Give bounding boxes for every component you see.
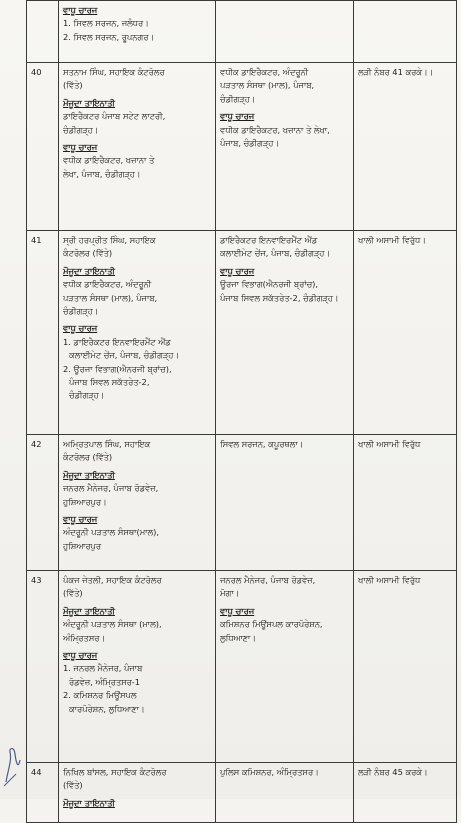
cell-text-line: ਚੰਡੀਗੜ੍ਹ। [63,306,99,317]
section-heading: ਵਾਧੂ ਚਾਰਜ [63,5,98,15]
cell-text-line: ਜਨਰਲ ਮੈਨੇਜਰ, ਪੰਜਾਬ ਰੋਡਵੇਜ਼, [63,483,159,494]
remarks-cell [354,435,457,571]
cell-text-line: ਲੇਖਾ, ਪੰਜਾਬ, ਚੰਡੀਗੜ੍ਹ। [63,168,141,179]
cell-text-line: ਊਰਜਾ ਵਿਭਾਗ(ਐਨਰਜੀ ਬ੍ਰਾਂਚ), [220,279,319,290]
cell-text-line: ਸ੍ਰੀ ਹਰਪ੍ਰੀਤ ਸਿੰਘ, ਸਹਾਇਕ [63,235,156,245]
table-row [27,1,457,63]
cell-text-line: ਪੰਜਾਬ, ਚੰਡੀਗੜ੍ਹ। [220,138,279,149]
section-heading: ਮੌਜੂਦਾ ਤਾਇਨਾਤੀ [63,605,115,616]
serial-number: 42 [31,439,42,449]
cell-text-line: ਡਾਇਰੈਕਟਰ ਇਨਵਾਇਰਮੈਂਟ ਐਂਡ [220,235,318,245]
serial-number-cell [27,63,59,231]
remarks-cell [354,1,457,63]
remark-text: ਲੜੀ ਨੰਬਰ 45 ਕਰਕੇ। [358,767,428,777]
serial-number: 44 [31,767,42,777]
cell-text-line: ਅੰਦਰੂਨੀ ਪੜਤਾਲ ਸੰਸਥਾ(ਮਾਲ), [63,527,160,538]
cell-text-line: ਵਧੀਕ ਡਾਇਰੈਕਟਰ, ਖਜ਼ਾਨਾ ਤੇ ਲੇਖਾ, [220,124,330,135]
cell-text-line: ਵਧੀਕ ਡਾਇਰੈਕਟਰ, ਖਜ਼ਾਨਾ ਤੇ [63,155,155,166]
cell-text-line: ਲੁਧਿਆਣਾ। [220,632,256,643]
cell-text-line: ਰੋਡਵੇਜ਼, ਅੰਮ੍ਰਿਤਸਰ-1 [69,676,141,687]
cell-text-line: 2. ਕਮਿਸ਼ਨਰ ਮਿਊਂਸਪਲ [63,690,137,701]
section-heading: ਮੌਜੂਦਾ ਤਾਇਨਾਤੀ [63,265,115,276]
cell-text-line: ਚੰਡੀਗੜ੍ਹ। [63,124,99,135]
cell-text-line: ਮੋਗਾ। [220,588,240,599]
remarks-cell [354,763,457,823]
cell-text-line: (ਵਿੱਤੇ) [63,80,83,91]
table-row [27,763,457,823]
cell-text-line: ਕੰਟਰੋਲਰ (ਵਿੱਤੇ) [63,248,113,259]
cell-text-line: ਚੰਡੀਗੜ੍ਹ। [220,93,256,104]
officer-posting-cell [59,63,216,231]
cell-text-line: (ਵਿੱਤੇ) [63,588,83,599]
table-row [27,231,457,435]
officer-posting-cell [59,1,216,63]
section-heading: ਵਾਧੂ ਚਾਰਜ [63,514,98,525]
cell-text-line: 1. ਡਾਇਰੈਕਟਰ ਇਨਵਾਇਰਮੈਂਟ ਐਂਡ [63,336,171,347]
officer-posting-cell [59,763,216,823]
transfer-table [26,0,457,823]
transfer-table-body [27,1,457,823]
cell-text-line: ਡਾਇਰੈਕਟਰ ਪੰਜਾਬ ਸਟੇਟ ਲਾਟਰੀ, [63,111,166,122]
cell-text-line: ਪੁਲਿਸ ਕਮਿਸ਼ਨਰ, ਅੰਮ੍ਰਿਤਸਰ। [220,767,319,777]
cell-text-line: ਹੁਸ਼ਿਆਰਪੁਰ। [63,496,107,507]
new-posting-cell [216,63,354,231]
new-posting-cell [216,231,354,435]
cell-text-line: ਅੰਦਰੂਨੀ ਪੜਤਾਲ ਸੰਸਥਾ (ਮਾਲ), [63,619,162,630]
serial-number: 40 [31,67,42,77]
table-row [27,435,457,571]
serial-number-cell [27,763,59,823]
section-heading: ਵਾਧੂ ਚਾਰਜ [220,265,255,276]
cell-text-line: ਵਧੀਕ ਡਾਇਰੈਕਟਰ, ਅੰਦਰੂਨੀ [220,67,309,77]
serial-number-cell [27,1,59,63]
cell-text-line: 2. ਸਿਵਲ ਸਰਜਨ, ਰੂਪਨਗਰ। [63,31,154,42]
serial-number: 41 [31,235,42,245]
section-heading: ਵਾਧੂ ਚਾਰਜ [220,111,255,122]
section-heading: ਵਾਧੂ ਚਾਰਜ [63,323,98,334]
cell-text-line: ਨਿਖਿਲ ਬਾਂਸਲ, ਸਹਾਇਕ ਕੰਟਰੋਲਰ [63,767,167,777]
remarks-cell [354,571,457,763]
section-heading: ਵਾਧੂ ਚਾਰਜ [63,650,98,661]
section-heading: ਮੌਜੂਦਾ ਤਾਇਨਾਤੀ [63,97,115,108]
cell-text-line: ਪੜਤਾਲ ਸੰਸਥਾ (ਮਾਲ), ਪੰਜਾਬ, [63,292,158,303]
cell-text-line: ਸਤਨਾਮ ਸਿੰਘ, ਸਹਾਇਕ ਕੰਟਰੋਲਰ [63,67,165,77]
cell-text-line: ਪੰਜਾਬ ਸਿਵਲ ਸਕੱਤਰੇਤ-2, [69,377,150,388]
cell-text-line: 1. ਜਨਰਲ ਮੈਨੇਜਰ, ਪੰਜਾਬ [63,663,143,674]
new-posting-cell [216,571,354,763]
remark-text: ਖਾਲੀ ਅਸਾਮੀ ਵਿਰੁੱਧ। [358,235,426,245]
officer-posting-cell [59,435,216,571]
section-heading: ਵਾਧੂ ਚਾਰਜ [63,142,98,153]
officer-posting-cell [59,571,216,763]
remarks-cell [354,63,457,231]
section-heading: ਮੌਜੂਦਾ ਤਾਇਨਾਤੀ [63,797,115,808]
section-heading: ਵਾਧੂ ਚਾਰਜ [220,605,255,616]
new-posting-cell [216,435,354,571]
remark-text: ਖਾਲੀ ਅਸਾਮੀ ਵਿਰੁੱਧ [358,439,421,449]
serial-number-cell [27,435,59,571]
table-row [27,63,457,231]
new-posting-cell [216,763,354,823]
remarks-cell [354,231,457,435]
handwritten-signature-mark [2,730,24,790]
cell-text-line: ਪੰਕਜ ਜੇਤਲੀ, ਸਹਾਇਕ ਕੰਟਰੋਲਰ [63,575,162,585]
cell-text-line: ਸਿਵਲ ਸਰਜਨ, ਕਪੂਰਥਲਾ। [220,439,304,449]
cell-text-line: ਵਧੀਕ ਡਾਇਰੈਕਟਰ, ਅੰਦਰੂਨੀ [63,279,152,290]
cell-text-line: ਪੰਜਾਬ ਸਿਵਲ ਸਕੱਤਰੇਤ-2, ਚੰਡੀਗੜ੍ਹ। [220,292,339,303]
cell-text-line: ਕਮਿਸ਼ਨਰ ਮਿਊਂਸਪਲ ਕਾਰਪੋਰੇਸ਼ਨ, [220,619,323,630]
cell-text-line: ਅਮ੍ਰਿਤਪਾਲ ਸਿੰਘ, ਸਹਾਇਕ [63,439,151,449]
cell-text-line: ਕਲਾਈਮੇਟ ਚੇਂਜ, ਪੰਜਾਬ, ਚੰਡੀਗੜ੍ਹ। [220,248,330,259]
serial-number: 43 [31,575,42,585]
serial-number-cell [27,571,59,763]
serial-number-cell [27,231,59,435]
cell-text-line: ਕਾਰਪੋਰੇਸ਼ਨ, ਲੁਧਿਆਣਾ। [69,703,145,714]
cell-text-line: 2. ਊਰਜਾ ਵਿਭਾਗ(ਐਨਰਜੀ ਬ੍ਰਾਂਚ), [63,363,172,374]
cell-text-line: ਚੰਡੀਗੜ੍ਹ। [69,390,105,401]
cell-text-line: ਪੜਤਾਲ ਸੰਸਥਾ (ਮਾਲ), ਪੰਜਾਬ, [220,80,315,91]
table-row [27,571,457,763]
remark-text: ਖਾਲੀ ਅਸਾਮੀ ਵਿਰੁੱਧ [358,575,421,585]
cell-text-line: (ਵਿੱਤੇ) [63,780,83,791]
cell-text-line: ਹੁਸ਼ਿਆਰਪੁਰ [63,540,101,551]
cell-text-line: ਅੰਮ੍ਰਿਤਸਰ। [63,632,105,643]
section-heading: ਮੌਜੂਦਾ ਤਾਇਨਾਤੀ [63,469,115,480]
new-posting-cell [216,1,354,63]
remark-text: ਲੜੀ ਨੰਬਰ 41 ਕਰਕੇ।। [358,67,434,77]
cell-text-line: 1. ਸਿਵਲ ਸਰਜਨ, ਜਲੰਧਰ। [63,18,149,29]
officer-posting-cell [59,231,216,435]
cell-text-line: ਕੰਟਰੋਲਰ (ਵਿੱਤੇ) [63,452,113,463]
cell-text-line: ਕਲਾਈਮੇਟ ਚੇਂਜ, ਪੰਜਾਬ, ਚੰਡੀਗੜ੍ਹ। [69,350,179,361]
cell-text-line: ਜਨਰਲ ਮੈਨੇਜਰ, ਪੰਜਾਬ ਰੋਡਵੇਜ਼, [220,575,316,585]
